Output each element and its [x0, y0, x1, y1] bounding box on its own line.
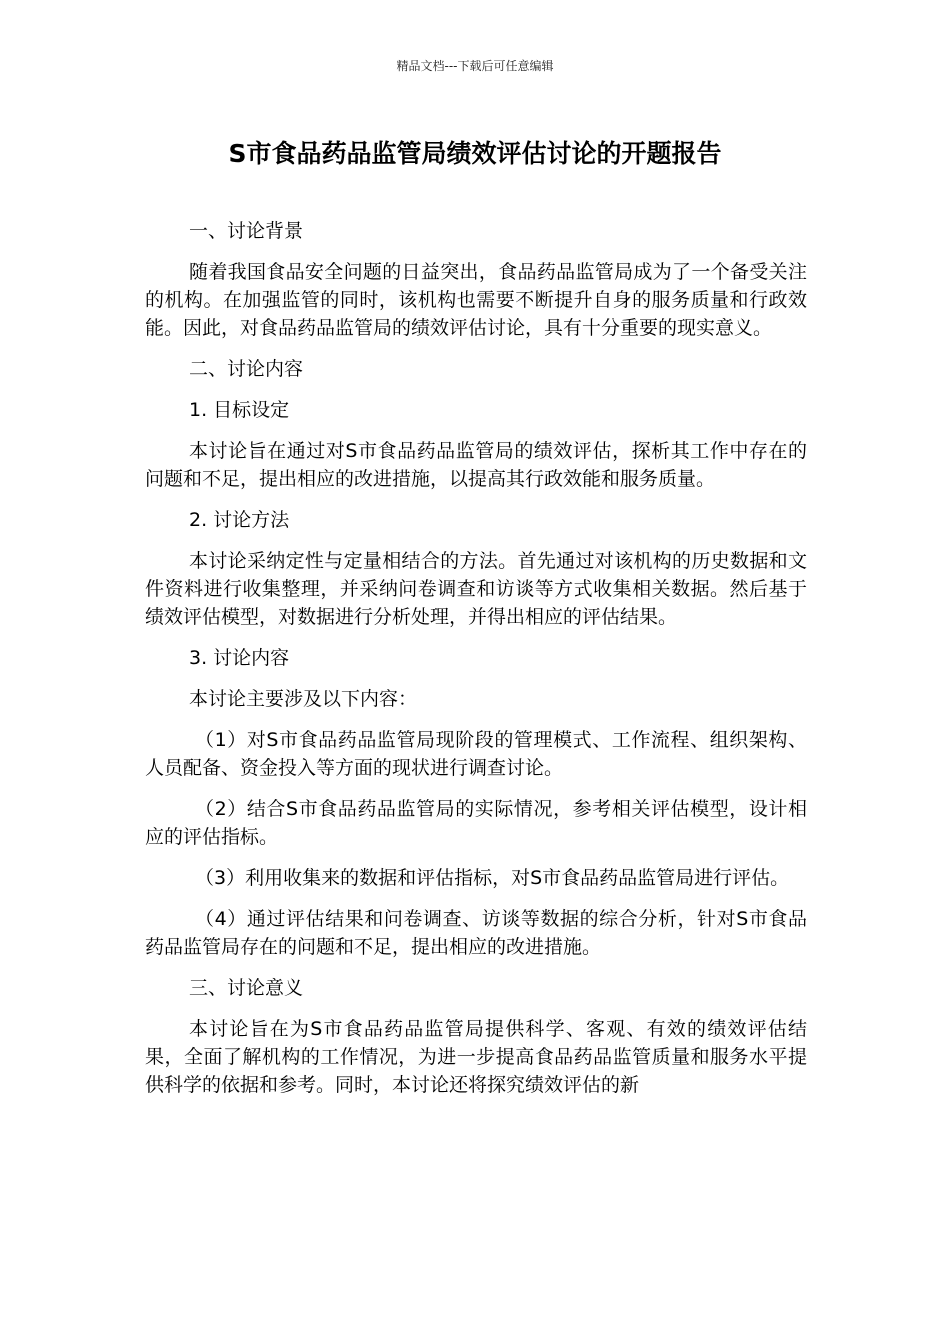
list-item: （1）对S市食品药品监管局现阶段的管理模式、工作流程、组织架构、人员配备、资金投入等方面的现状进行调查讨论。 [145, 729, 807, 779]
list-item: （4）通过评估结果和问卷调查、访谈等数据的综合分析，针对S市食品药品监管局存在的问题和不足，提出相应的改进措施。 [145, 908, 807, 958]
subheading-content: 3. 讨论内容 [189, 647, 290, 669]
paragraph-significance: 本讨论旨在为S市食品药品监管局提供科学、客观、有效的绩效评估结果，全面了解机构的工作情况，为进一步提高食品药品监管质量和服务水平提供科学的依据和参考。同时，本讨论还将探究绩效评估的新 [145, 1018, 807, 1096]
page-header: 精品文档---下载后可任意编辑 [396, 59, 554, 73]
section-heading-background: 一、讨论背景 [189, 220, 304, 242]
subheading-method: 2. 讨论方法 [189, 509, 290, 531]
section-heading-content: 二、讨论内容 [189, 358, 304, 380]
document-body [145, 217, 807, 1112]
paragraph-method: 本讨论采纳定性与定量相结合的方法。首先通过对该机构的历史数据和文件资料进行收集整理，并采纳问卷调查和访谈等方式收集相关数据。然后基于绩效评估模型，对数据进行分析处理，并得出相应的评估结果。 [145, 550, 807, 628]
list-item: （3）利用收集来的数据和评估指标，对S市食品药品监管局进行评估。 [195, 867, 790, 889]
section-heading-significance: 三、讨论意义 [189, 977, 304, 999]
paragraph-goal: 本讨论旨在通过对S市食品药品监管局的绩效评估，探析其工作中存在的问题和不足，提出相应的改进措施，以提高其行政效能和服务质量。 [145, 440, 807, 490]
paragraph-content-intro: 本讨论主要涉及以下内容： [189, 688, 418, 710]
list-item: （2）结合S市食品药品监管局的实际情况，参考相关评估模型，设计相应的评估指标。 [145, 798, 807, 848]
subheading-goal-setting: 1. 目标设定 [189, 399, 290, 421]
document-title: S市食品药品监管局绩效评估讨论的开题报告 [228, 139, 722, 168]
paragraph-background: 随着我国食品安全问题的日益突出，食品药品监管局成为了一个备受关注的机构。在加强监管的同时，该机构也需要不断提升自身的服务质量和行政效能。因此，对食品药品监管局的绩效评估讨论，具有十分重要的现实意义。 [145, 261, 807, 339]
